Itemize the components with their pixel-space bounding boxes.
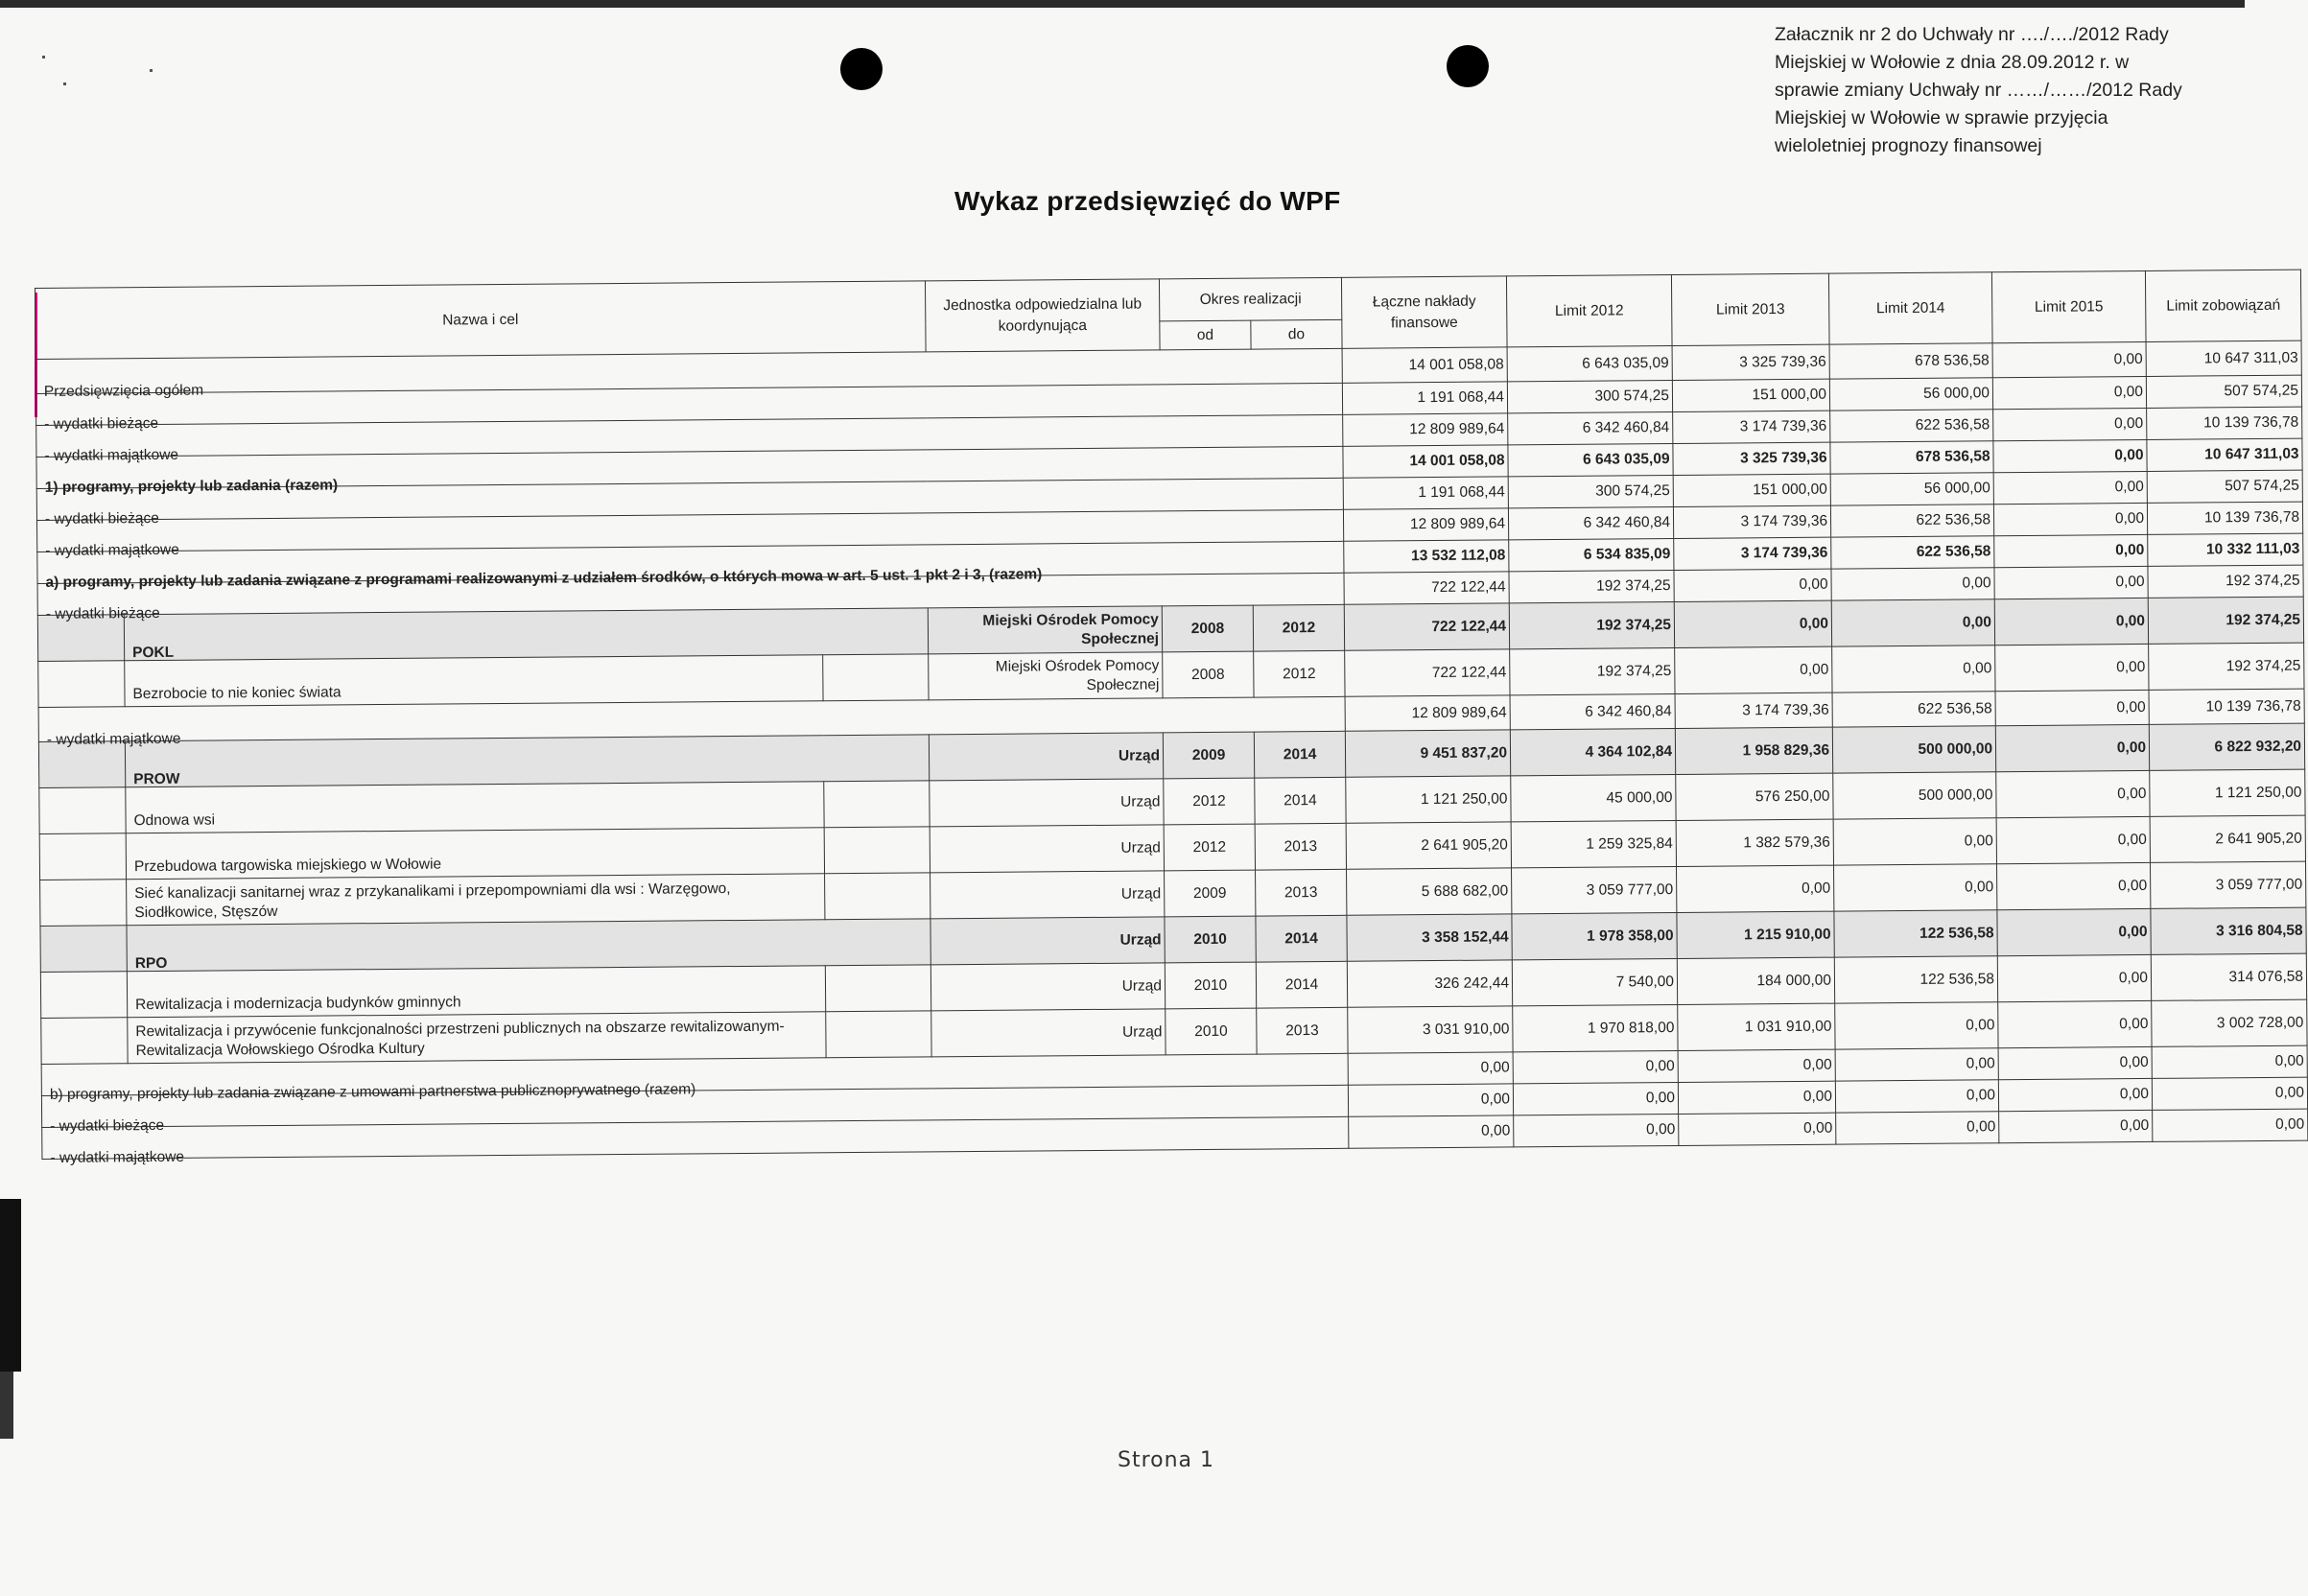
unit-cell: Miejski Ośrodek Pomocy Społecznej	[928, 606, 1162, 654]
limit-2012-cell: 192 374,25	[1510, 647, 1675, 694]
from-cell: 2012	[1164, 778, 1255, 825]
total-cell: 722 122,44	[1345, 649, 1510, 696]
unit-cell: Urząd	[930, 963, 1165, 1011]
limit-2015-cell: 0,00	[1997, 908, 2151, 955]
limit-2015-cell: 0,00	[1995, 724, 2149, 771]
limit-commitments-cell: 10 139 736,78	[2149, 689, 2304, 724]
to-cell: 2013	[1257, 1007, 1348, 1054]
project-name	[127, 874, 825, 926]
limit-2015-cell: 0,00	[1994, 566, 2148, 598]
scan-top-edge	[0, 0, 2245, 8]
limit-2012-cell: 6 342 460,84	[1510, 693, 1675, 729]
limit-commitments-cell: 192 374,25	[2148, 597, 2303, 644]
from-cell: 2012	[1164, 824, 1255, 871]
limit-2012-cell: 0,00	[1514, 1114, 1679, 1146]
program-name-text: PROW	[133, 770, 180, 787]
annex-note: Załacznik nr 2 do Uchwały nr …./…./2012 Rady Miejskiej w Wołowie z dnia 28.09.2012 r. w sprawie zmiany Uchwały nr ……/……/2012 Rady Miejskiej w Wołowie w sprawie przyjęcia wieloletniej prognozy finansowej	[1775, 24, 2182, 156]
indent-cell	[41, 1018, 128, 1065]
project-name	[127, 966, 825, 1018]
limit-2015-cell: 0,00	[1993, 471, 2147, 504]
header-limit-2013: Limit 2013	[1671, 273, 1829, 345]
unit-cell: Urząd	[930, 871, 1165, 919]
limit-2014-cell: 0,00	[1834, 864, 1997, 911]
limit-2015-cell: 0,00	[1998, 1078, 2152, 1111]
program-name	[127, 919, 930, 972]
limit-2015-cell: 0,00	[1995, 644, 2149, 691]
limit-2014-cell: 622 536,58	[1830, 410, 1993, 442]
total-cell: 0,00	[1348, 1052, 1513, 1085]
row-label-text: - wydatki majątkowe	[50, 1148, 185, 1166]
to-cell: 2013	[1256, 869, 1347, 916]
limit-commitments-cell: 10 332 111,03	[2148, 533, 2303, 566]
limit-2013-cell: 576 250,00	[1676, 773, 1833, 820]
scan-speck	[42, 56, 45, 59]
total-cell: 14 001 058,08	[1343, 445, 1508, 478]
to-cell: 2014	[1256, 961, 1347, 1008]
limit-commitments-cell: 0,00	[2152, 1077, 2307, 1110]
limit-2013-cell: 1 031 910,00	[1678, 1003, 1835, 1050]
project-name	[126, 828, 824, 880]
limit-2013-cell: 3 174 739,36	[1674, 537, 1831, 570]
indent-cell	[39, 833, 126, 880]
unit-cell: Urząd	[930, 825, 1164, 873]
spacer-cell	[825, 873, 930, 920]
limit-2014-cell: 678 536,58	[1829, 343, 1992, 379]
limit-2012-cell: 7 540,00	[1512, 958, 1677, 1005]
limit-2015-cell: 0,00	[1999, 1110, 2153, 1142]
spacer-cell	[823, 654, 929, 701]
limit-2015-cell: 0,00	[1996, 770, 2150, 817]
limit-2014-cell: 0,00	[1833, 818, 1996, 865]
limit-2012-cell: 6 643 035,09	[1507, 345, 1672, 381]
total-cell: 1 121 250,00	[1346, 776, 1511, 823]
punch-hole-left	[840, 48, 883, 90]
header-name: Nazwa i cel	[35, 281, 927, 360]
limit-2013-cell: 151 000,00	[1673, 474, 1830, 506]
header-from: od	[1160, 320, 1251, 350]
limit-2013-cell: 3 174 739,36	[1673, 411, 1830, 443]
limit-2015-cell: 0,00	[1993, 408, 2147, 440]
project-name	[126, 782, 824, 833]
header-to: do	[1251, 319, 1342, 349]
total-cell: 12 809 989,64	[1343, 413, 1508, 446]
from-cell: 2008	[1162, 605, 1253, 652]
limit-2014-cell: 622 536,58	[1832, 692, 1995, 727]
limit-2012-cell: 45 000,00	[1511, 774, 1676, 821]
punch-hole-right	[1447, 45, 1489, 87]
limit-2015-cell: 0,00	[1997, 862, 2151, 909]
header-limit-2015: Limit 2015	[1991, 270, 2146, 342]
total-cell: 0,00	[1349, 1115, 1514, 1148]
project-name-text: Przebudowa targowiska miejskiego w Wołowie	[133, 856, 442, 876]
total-cell: 12 809 989,64	[1345, 695, 1510, 731]
indent-cell	[40, 972, 127, 1019]
row-label-text: - wydatki majątkowe	[45, 541, 179, 559]
limit-2013-cell: 0,00	[1674, 600, 1831, 647]
limit-2014-cell: 0,00	[1831, 568, 1994, 600]
limit-2013-cell: 151 000,00	[1672, 379, 1829, 411]
program-name	[124, 608, 928, 661]
limit-2015-cell: 0,00	[1994, 598, 2148, 645]
limit-2015-cell: 0,00	[1992, 341, 2146, 377]
limit-2014-cell: 0,00	[1836, 1112, 1999, 1144]
scan-speck	[150, 69, 153, 72]
limit-2012-cell: 1 259 325,84	[1511, 820, 1676, 867]
project-name-text: Sieć kanalizacji sanitarnej wraz z przykanalikami i przepompowniami dla wsi : Warzęgowo,	[134, 880, 731, 903]
limit-commitments-cell: 10 647 311,03	[2147, 438, 2302, 471]
limit-2012-cell: 192 374,25	[1509, 601, 1674, 648]
limit-2012-cell: 300 574,25	[1508, 475, 1673, 507]
limit-commitments-cell: 1 121 250,00	[2150, 769, 2305, 816]
program-name-text: RPO	[134, 954, 168, 972]
limit-2013-cell: 0,00	[1679, 1113, 1836, 1145]
header-limit-commitments: Limit zobowiązań	[2145, 270, 2301, 341]
limit-commitments-cell: 507 574,25	[2146, 375, 2301, 408]
limit-commitments-cell: 3 316 804,58	[2151, 907, 2306, 954]
limit-commitments-cell: 10 647 311,03	[2146, 340, 2301, 376]
limit-2015-cell: 0,00	[1995, 690, 2149, 725]
total-cell: 3 031 910,00	[1348, 1006, 1513, 1053]
header-unit: Jednostka odpowiedzialna lub koordynująca	[925, 279, 1160, 352]
limit-2013-cell: 3 174 739,36	[1675, 692, 1832, 728]
total-cell: 14 001 058,08	[1342, 347, 1507, 383]
from-cell: 2010	[1166, 1008, 1257, 1055]
limit-2012-cell: 6 534 835,09	[1509, 538, 1674, 571]
project-name	[125, 655, 823, 707]
project-name-text: Rewitalizacja i modernizacja budynków gminnych	[135, 994, 461, 1014]
limit-commitments-cell: 192 374,25	[2148, 565, 2303, 598]
spacer-cell	[825, 965, 930, 1012]
scan-left-edge-lower	[0, 1372, 13, 1439]
total-cell: 5 688 682,00	[1347, 868, 1512, 915]
limit-2012-cell: 6 342 460,84	[1508, 411, 1673, 444]
row-label-text: - wydatki bieżące	[44, 414, 159, 433]
limit-2014-cell: 622 536,58	[1830, 505, 1993, 537]
limit-2013-cell: 184 000,00	[1677, 957, 1834, 1004]
limit-commitments-cell: 314 076,58	[2151, 953, 2306, 1000]
row-label-text: a) programy, projekty lub zadania związane z programami realizowanymi z udziałem środków, o których mowa w art. 5 ust. 1 pkt 2 i 3, (razem)	[45, 566, 1043, 591]
limit-2012-cell: 192 374,25	[1509, 570, 1674, 602]
limit-2012-cell: 300 574,25	[1507, 380, 1672, 412]
row-label-text: - wydatki bieżące	[44, 509, 159, 528]
limit-2014-cell: 122 536,58	[1834, 910, 1997, 957]
total-cell: 0,00	[1348, 1084, 1513, 1116]
to-cell: 2014	[1255, 777, 1346, 824]
limit-2012-cell: 0,00	[1513, 1050, 1678, 1083]
limit-2013-cell: 1 958 829,36	[1675, 727, 1832, 774]
limit-2012-cell: 6 342 460,84	[1508, 506, 1673, 539]
to-cell: 2014	[1254, 731, 1345, 778]
limit-2013-cell: 0,00	[1674, 569, 1831, 601]
indent-cell	[40, 880, 127, 927]
project-name	[128, 1012, 826, 1064]
spacer-cell	[826, 1011, 931, 1058]
limit-2013-cell: 1 215 910,00	[1677, 911, 1834, 958]
program-name	[125, 735, 929, 787]
to-cell: 2013	[1255, 823, 1346, 870]
row-label-text: - wydatki bieżące	[45, 604, 160, 622]
total-cell: 722 122,44	[1344, 572, 1509, 604]
limit-commitments-cell: 10 139 736,78	[2147, 502, 2302, 534]
limit-2013-cell: 0,00	[1675, 646, 1832, 693]
limit-2012-cell: 6 643 035,09	[1508, 443, 1673, 476]
limit-commitments-cell: 3 059 777,00	[2151, 861, 2306, 908]
limit-2014-cell: 0,00	[1832, 645, 1995, 692]
limit-2012-cell: 3 059 777,00	[1512, 866, 1677, 913]
limit-commitments-cell: 192 374,25	[2149, 643, 2304, 690]
limit-commitments-cell: 0,00	[2152, 1045, 2307, 1078]
project-name-text: Odnowa wsi	[133, 811, 216, 830]
limit-2013-cell: 1 382 579,36	[1676, 819, 1833, 866]
from-cell: 2008	[1163, 651, 1254, 698]
limit-2012-cell: 1 978 358,00	[1512, 912, 1677, 959]
from-cell: 2009	[1165, 870, 1256, 917]
header-limit-2014: Limit 2014	[1828, 272, 1992, 344]
total-cell: 722 122,44	[1344, 603, 1509, 650]
indent-cell	[39, 787, 126, 834]
page-number: Strona 1	[1118, 1448, 1215, 1472]
limit-2014-cell: 0,00	[1831, 599, 1994, 646]
limit-2014-cell: 500 000,00	[1832, 726, 1995, 773]
limit-2012-cell: 1 970 818,00	[1513, 1004, 1678, 1051]
indent-cell	[38, 661, 125, 708]
limit-2015-cell: 0,00	[1997, 954, 2151, 1001]
from-cell: 2010	[1165, 916, 1256, 963]
limit-2013-cell: 3 325 739,36	[1673, 442, 1830, 475]
total-cell: 1 191 068,44	[1342, 382, 1507, 414]
to-cell: 2012	[1254, 650, 1345, 697]
limit-2015-cell: 0,00	[1992, 376, 2146, 409]
header-limit-2012: Limit 2012	[1506, 275, 1672, 347]
indent-cell	[40, 926, 127, 973]
total-cell: 326 242,44	[1347, 960, 1512, 1007]
header-total: Łączne nakłady finansowe	[1341, 276, 1507, 348]
row-label-text: - wydatki bieżące	[50, 1116, 165, 1135]
limit-2013-cell: 3 325 739,36	[1672, 344, 1829, 380]
limit-2014-cell: 122 536,58	[1834, 956, 1997, 1003]
to-cell: 2012	[1253, 604, 1344, 651]
from-cell: 2009	[1163, 732, 1254, 779]
row-label-text: - wydatki majątkowe	[44, 446, 179, 464]
limit-2012-cell: 4 364 102,84	[1510, 728, 1675, 775]
project-name-text-cont: Rewitalizacja Wołowskiego Ośrodka Kultury	[135, 1040, 425, 1060]
scan-speck	[63, 82, 66, 85]
limit-2014-cell: 0,00	[1835, 1048, 1998, 1081]
header-period: Okres realizacji	[1159, 277, 1341, 321]
total-cell: 12 809 989,64	[1343, 508, 1508, 541]
total-cell: 2 641 905,20	[1346, 822, 1511, 869]
row-label-text: 1) programy, projekty lub zadania (razem)	[44, 477, 339, 496]
unit-cell: Urząd	[929, 733, 1163, 781]
limit-commitments-cell: 3 002 728,00	[2152, 999, 2307, 1046]
from-cell: 2010	[1165, 962, 1256, 1009]
projects-table-sheet	[35, 270, 2305, 1166]
program-name-text: POKL	[132, 644, 175, 661]
spacer-cell	[824, 781, 930, 828]
unit-cell: Urząd	[930, 779, 1164, 827]
limit-2015-cell: 0,00	[1996, 816, 2150, 863]
limit-2014-cell: 622 536,58	[1831, 536, 1994, 569]
limit-2015-cell: 0,00	[1998, 1046, 2152, 1079]
total-cell: 1 191 068,44	[1343, 477, 1508, 509]
limit-2014-cell: 500 000,00	[1833, 772, 1996, 819]
total-cell: 9 451 837,20	[1345, 730, 1510, 777]
scan-left-edge	[0, 1199, 21, 1372]
projects-table	[35, 270, 2308, 1166]
row-label-text: Przedsięwzięcia ogółem	[43, 382, 204, 400]
limit-2014-cell: 56 000,00	[1830, 473, 1993, 505]
limit-commitments-cell: 10 139 736,78	[2147, 407, 2302, 439]
limit-2012-cell: 0,00	[1513, 1082, 1678, 1115]
unit-cell: Urząd	[930, 917, 1165, 965]
limit-commitments-cell: 6 822 932,20	[2149, 723, 2304, 770]
limit-2014-cell: 56 000,00	[1829, 378, 1992, 411]
limit-2014-cell: 0,00	[1835, 1002, 1998, 1049]
limit-commitments-cell: 0,00	[2153, 1109, 2308, 1141]
limit-2013-cell: 0,00	[1678, 1081, 1835, 1114]
limit-2015-cell: 0,00	[1994, 534, 2148, 567]
limit-2014-cell: 678 536,58	[1830, 441, 1993, 474]
total-cell: 3 358 152,44	[1347, 914, 1512, 961]
total-cell: 13 532 112,08	[1344, 540, 1509, 573]
project-name-text-cont: Siodłkowice, Stęszów	[134, 903, 278, 922]
spacer-cell	[824, 827, 930, 874]
project-name-text: Bezrobocie to nie koniec świata	[132, 684, 341, 703]
limit-2015-cell: 0,00	[1993, 439, 2147, 472]
limit-2013-cell: 0,00	[1678, 1049, 1835, 1082]
limit-2013-cell: 0,00	[1677, 865, 1834, 912]
limit-2015-cell: 0,00	[1998, 1000, 2152, 1047]
row-label-text: b) programy, projekty lub zadania związane z umowami partnerstwa publicznoprywatnego (razem)	[49, 1081, 696, 1103]
limit-commitments-cell: 2 641 905,20	[2150, 815, 2305, 862]
to-cell: 2014	[1256, 915, 1347, 962]
unit-cell: Urząd	[931, 1009, 1166, 1057]
document-title: Wykaz przedsięwzięć do WPF	[954, 186, 1341, 216]
limit-2014-cell: 0,00	[1835, 1080, 1998, 1113]
limit-2015-cell: 0,00	[1993, 503, 2147, 535]
row-label-text: - wydatki majątkowe	[46, 730, 181, 748]
unit-cell: Miejski Ośrodek Pomocy Społecznej	[929, 652, 1163, 700]
limit-commitments-cell: 507 574,25	[2147, 470, 2302, 503]
limit-2013-cell: 3 174 739,36	[1673, 505, 1830, 538]
project-name-text: Rewitalizacja i przywócenie funkcjonalności przestrzeni publicznych na obszarze rewitalizowanym-	[135, 1018, 785, 1041]
